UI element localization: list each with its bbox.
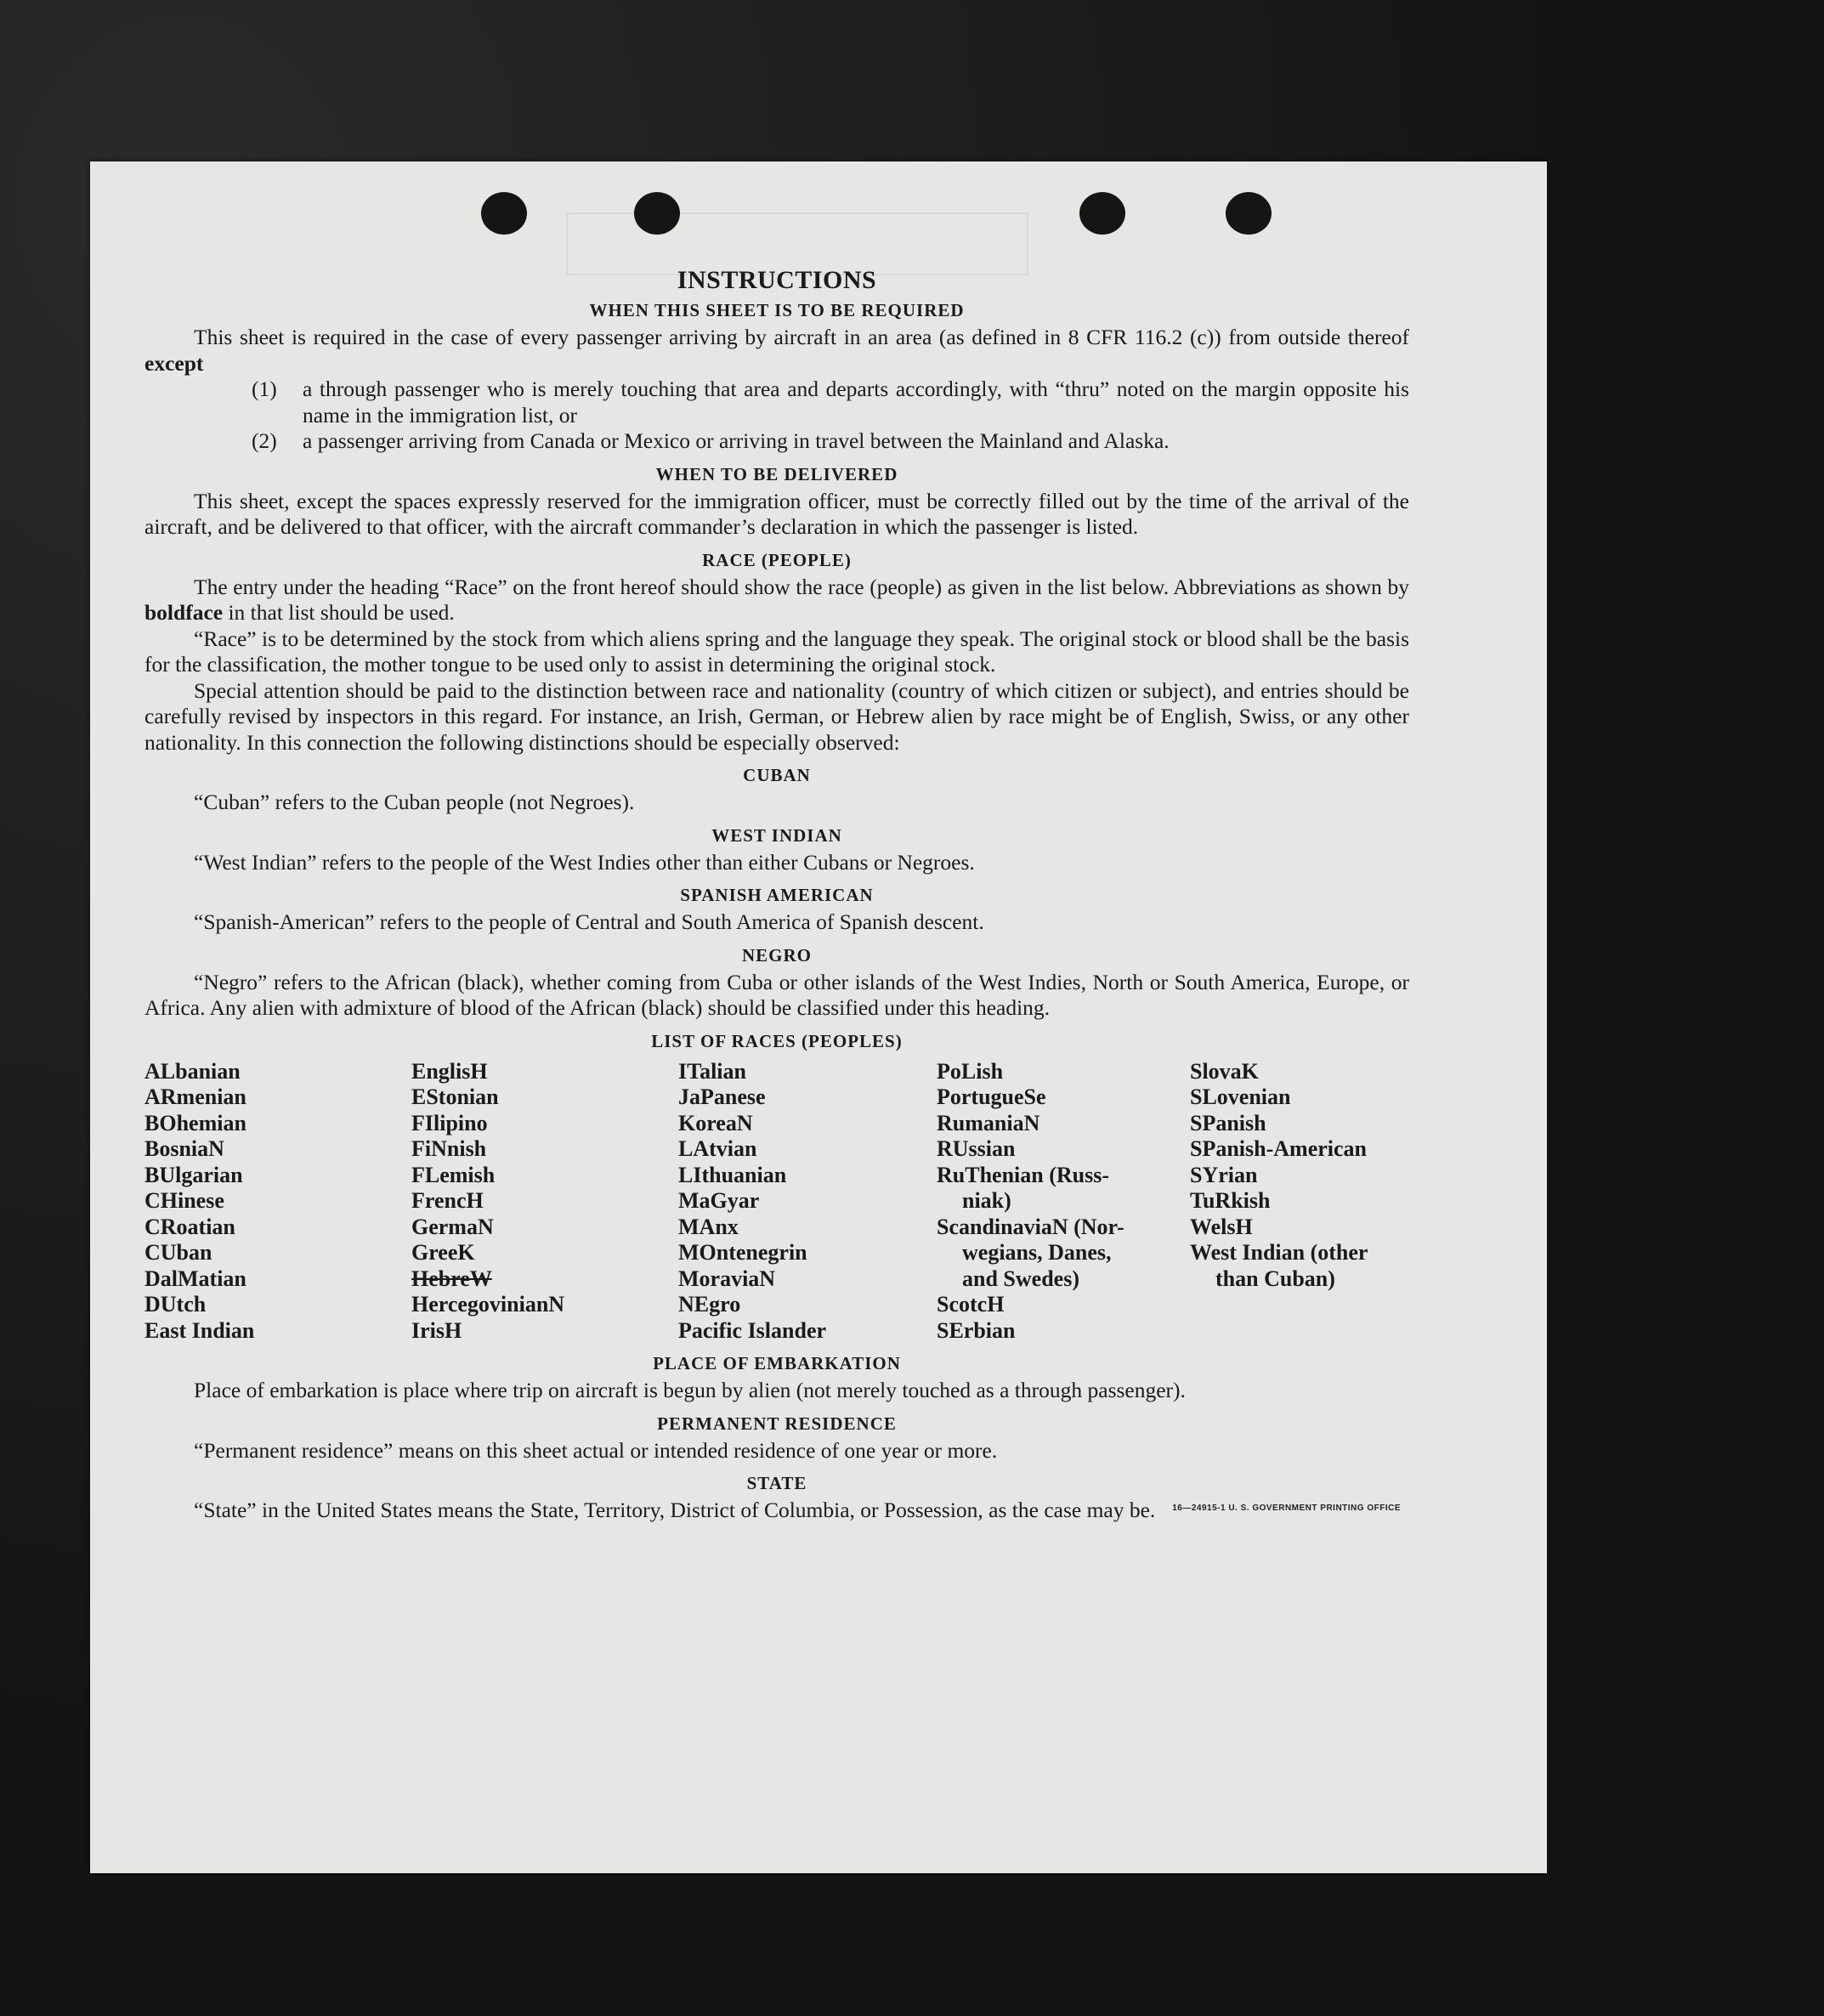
when-required-intro: This sheet is required in the case of every passenger arriving by aircraft in an area (as defined in 8 CFR 116.2 (c)) from outside thereof except (144, 325, 1409, 376)
heading-list-of-races: LIST OF RACES (PEOPLES) (651, 1030, 903, 1051)
race-entry: DUtch (144, 1292, 207, 1317)
race-entry: NEgro (678, 1292, 741, 1317)
race-entry: GreeK (411, 1240, 475, 1265)
race-entry: BosniaN (144, 1136, 224, 1161)
race-entry: MOntenegrin (678, 1240, 807, 1265)
negro-text: “Negro” refers to the African (black), whether coming from Cuba or other islands of the West Indies, North or South America, Europe, or Africa. Any alien with admixture of blood of the African (black) should be classified under this heading. (144, 969, 1409, 1020)
race-list-column-4 (937, 1059, 1190, 1345)
race-entry: SYrian (1190, 1162, 1258, 1187)
race-entry: than Cuban) (1215, 1266, 1335, 1291)
page-title: INSTRUCTIONS (677, 266, 877, 294)
race-list-column-3 (678, 1059, 937, 1345)
race-entry: and Swedes) (962, 1266, 1079, 1291)
race-entry: GermaN (411, 1214, 494, 1239)
race-list (144, 1059, 1409, 1345)
when-delivered-text: This sheet, except the spaces expressly reserved for the immigration officer, must be correctly filled out by the time of the arrival of the aircraft, and be delivered to that officer, with the aircraft commander’s declaration in which the passenger is listed. (144, 488, 1409, 539)
race-entry: DalMatian (144, 1266, 246, 1291)
cuban-text: “Cuban” refers to the Cuban people (not Negroes). (194, 790, 635, 814)
race-entry: Pacific Islander (678, 1317, 827, 1343)
race-entry: KoreaN (678, 1110, 753, 1135)
punch-hole-icon (481, 192, 527, 235)
race-entry: EStonian (411, 1084, 499, 1109)
heading-embarkation: PLACE OF EMBARKATION (653, 1353, 901, 1373)
race-entry: niak) (962, 1188, 1011, 1213)
race-paragraph-1: The entry under the heading “Race” on the front hereof should show the race (people) as given in the list below. Abbreviations as shown by boldface in that list should be used. (144, 574, 1409, 625)
race-paragraph-3: Special attention should be paid to the distinction between race and nationality (country of which citizen or subject), and entries should be carefully revised by inspectors in this regard. For instance, an Irish, German, or Hebrew alien by race might be of English, Swiss, or any other nationality. In this connection the following distinctions should be especially observed: (144, 677, 1409, 755)
race-entry: PortugueSe (937, 1084, 1046, 1109)
instructions-content (144, 265, 1409, 1524)
race-entry: TuRkish (1190, 1188, 1271, 1213)
race-entry: FIlipino (411, 1110, 488, 1135)
race-entry: RuThenian (Russ- (937, 1162, 1110, 1187)
race-entry: BOhemian (144, 1110, 246, 1135)
spanish-american-text: “Spanish-American” refers to the people of Central and South America of Spanish descent. (194, 909, 984, 934)
race-entry: SErbian (937, 1317, 1016, 1343)
race-entry: FLemish (411, 1162, 496, 1187)
race-entry: IrisH (411, 1317, 462, 1343)
race-entry: MaGyar (678, 1188, 760, 1213)
punch-hole-icon (1079, 192, 1125, 235)
exception-item-1: (1) a through passenger who is merely touching that area and departs accordingly, with “thru” noted on the margin opposite his name in the immigration list, or (252, 377, 1409, 428)
race-entry: PoLish (937, 1058, 1004, 1084)
heading-when-delivered: WHEN TO BE DELIVERED (655, 463, 898, 484)
heading-spanish-american: SPANISH AMERICAN (680, 885, 874, 905)
race-entry: CUban (144, 1240, 212, 1265)
race-list-column-1 (144, 1059, 411, 1345)
race-entry: SPanish (1190, 1110, 1266, 1135)
race-list-column-2 (411, 1059, 678, 1345)
heading-cuban: CUBAN (743, 765, 811, 785)
race-entry: WelsH (1190, 1214, 1253, 1239)
race-entry: CRoatian (144, 1214, 235, 1239)
race-entry: SLovenian (1190, 1084, 1291, 1109)
race-entry: RumaniaN (937, 1110, 1040, 1135)
exception-item-2: (2) a passenger arriving from Canada or Mexico or arriving in travel between the Mainland and Alaska. (252, 428, 1170, 453)
race-entry: SPanish-American (1190, 1136, 1367, 1161)
heading-permanent-residence: PERMANENT RESIDENCE (657, 1413, 897, 1434)
race-entry: ARmenian (144, 1084, 246, 1109)
instruction-sheet (90, 161, 1547, 1873)
race-entry: East Indian (144, 1317, 255, 1343)
race-paragraph-2: “Race” is to be determined by the stock from which aliens spring and the language they speak. The original stock or blood shall be the basis for the classification, the mother tongue to be used only to assist in determining the original stock. (144, 626, 1409, 677)
race-list-column-5 (1190, 1059, 1409, 1345)
heading-race: RACE (PEOPLE) (702, 549, 852, 570)
race-entry: MAnx (678, 1214, 739, 1239)
race-entry: EnglisH (411, 1058, 488, 1084)
race-entry: HercegovinianN (411, 1292, 565, 1317)
heading-when-required: WHEN THIS SHEET IS TO BE REQUIRED (589, 300, 965, 320)
state-section (144, 1498, 1409, 1524)
race-entry: ScandinaviaN (Nor- (937, 1214, 1124, 1239)
race-entry: ScotcH (937, 1292, 1005, 1317)
race-entry: West Indian (other (1190, 1240, 1368, 1265)
heading-state: STATE (746, 1473, 807, 1493)
heading-negro: NEGRO (741, 944, 812, 966)
race-entry: FrencH (411, 1188, 484, 1213)
punch-hole-icon (1226, 192, 1272, 235)
race-entry: MoraviaN (678, 1266, 776, 1291)
embarkation-text: Place of embarkation is place where trip on aircraft is begun by alien (not merely touched as a through passenger). (194, 1378, 1186, 1402)
except-word: except (144, 350, 204, 376)
residence-text: “Permanent residence” means on this sheet actual or intended residence of one year or more. (194, 1437, 998, 1463)
state-text: “State” in the United States means the State, Territory, District of Columbia, or Possession, as the case may be. (194, 1498, 1156, 1522)
race-entry: ITalian (678, 1058, 746, 1084)
race-entry: ALbanian (144, 1058, 241, 1084)
race-entry: RUssian (937, 1136, 1016, 1161)
race-entry: LIthuanian (678, 1162, 787, 1187)
race-entry: CHinese (144, 1188, 224, 1213)
race-entry: FiNnish (411, 1136, 487, 1161)
race-entry: wegians, Danes, (962, 1240, 1112, 1265)
printer-mark: 16—24915-1 U. S. GOVERNMENT PRINTING OFFICE (1172, 1504, 1401, 1513)
west-indian-text: “West Indian” refers to the people of the West Indies other than either Cubans or Negroes. (194, 849, 975, 875)
race-entry: SlovaK (1190, 1058, 1259, 1084)
race-entry: LAtvian (678, 1136, 757, 1161)
race-entry: HebreW (411, 1266, 492, 1291)
race-entry: BUlgarian (144, 1162, 243, 1187)
heading-west-indian: WEST INDIAN (711, 824, 842, 846)
race-entry: JaPanese (678, 1084, 766, 1109)
